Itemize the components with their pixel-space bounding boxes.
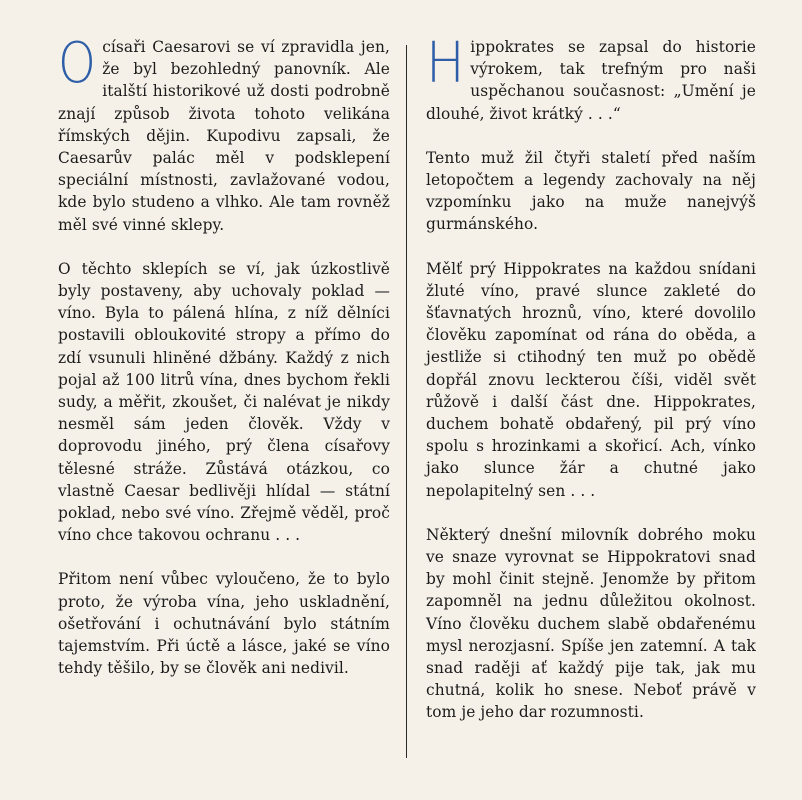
paragraph-text: císaři Caesarovi se ví zpravidla jen, že byl bezohledný panovník. Ale italští historikové už dosti podrobně znají způsob života tohoto velikána římských dějin. Kupodivu zapsali, že Caesarův palác měl v podsklepení speciální místnosti, zavlažované vodou, kde bylo studeno a vlhko. Ale tam rovněž měl své vinné sklepy. — [58, 38, 390, 234]
dropcap-h: H — [426, 31, 465, 96]
paragraph-caesar-secret: Přitom není vůbec vyloučeno, že to bylo proto, že výroba vína, jeho uskladnění, ošetřování i ochutnávání bylo státním tajemstvím. Při úctě a lásce, jaké se víno tehdy těšilo, by se člověk ani nedivil. — [58, 570, 390, 678]
paragraph-text: ippokrates se zapsal do historie výrokem, tak trefným pro naši uspěchanou současnost: „Umění je dlouhé, život krátký . . .“ — [426, 38, 756, 123]
paragraph-modern-lover: Některý dnešní milovník dobrého moku ve snaze vyrovnat se Hippokratovi snad by mohl činit stejně. Jenomže by přitom zapomněl na jednu důležitou okolnost. Víno člověku duchem slabě obdařenému mysl nerozjasní. Spíše jen zatemní. A tak snad raději ať každý pije tak, jak mu chutná, kolik ho snese. Neboť právě v tom je jeho dar rozumnosti. — [426, 525, 756, 722]
paragraph-caesar-intro — [58, 31, 390, 236]
dropcap-o: O — [58, 31, 97, 96]
paragraph-hippokrates-legend: Tento muž žil čtyři staletí před naším letopočtem a legendy zachovaly na něj vzpomínku jako na muže nanejvýš gurmánského. — [426, 148, 756, 234]
paragraph-hippokrates-breakfast: Mělť prý Hippokrates na každou snídani žluté víno, pravé slunce zakleté do šťavnatých hroznů, víno, které dovolilo člověku zapomínat od rána do oběda, a jestliže si ctihodný ten muž po obědě dopřál znovu leckterou číši, viděl svět růžově i další část dne. Hippokrates, duchem bohatě obdařený, pil prý víno spolu s hrozinkami a skořicí. Ach, vínko jako slunce žár a chutné jako nepolapitelný sen . . . — [426, 259, 756, 500]
paragraph-hippokrates-intro — [426, 31, 756, 125]
column-divider — [406, 45, 407, 758]
right-column — [426, 31, 756, 746]
left-column — [58, 31, 390, 701]
paragraph-caesar-cellars: O těchto sklepích se ví, jak úzkostlivě byly postaveny, aby uchovaly poklad — víno. Byla to pálená hlína, z níž dělníci postavili obloukovité stropy a přímo do zdí vsunuli hliněné džbány. Každý z nich pojal až 100 litrů vína, dnes bychom řekli sudy, a měřit, zkoušet, či nalévat je nikdy nesměl sám jeden člověk. Vždy v doprovodu jiného, prý člena císařovy tělesné stráže. Zůstává otázkou, co vlastně Caesar bedlivěji hlídal — státní poklad, nebo své víno. Zřejmě věděl, proč víno chce takovou ochranu . . . — [58, 259, 390, 545]
